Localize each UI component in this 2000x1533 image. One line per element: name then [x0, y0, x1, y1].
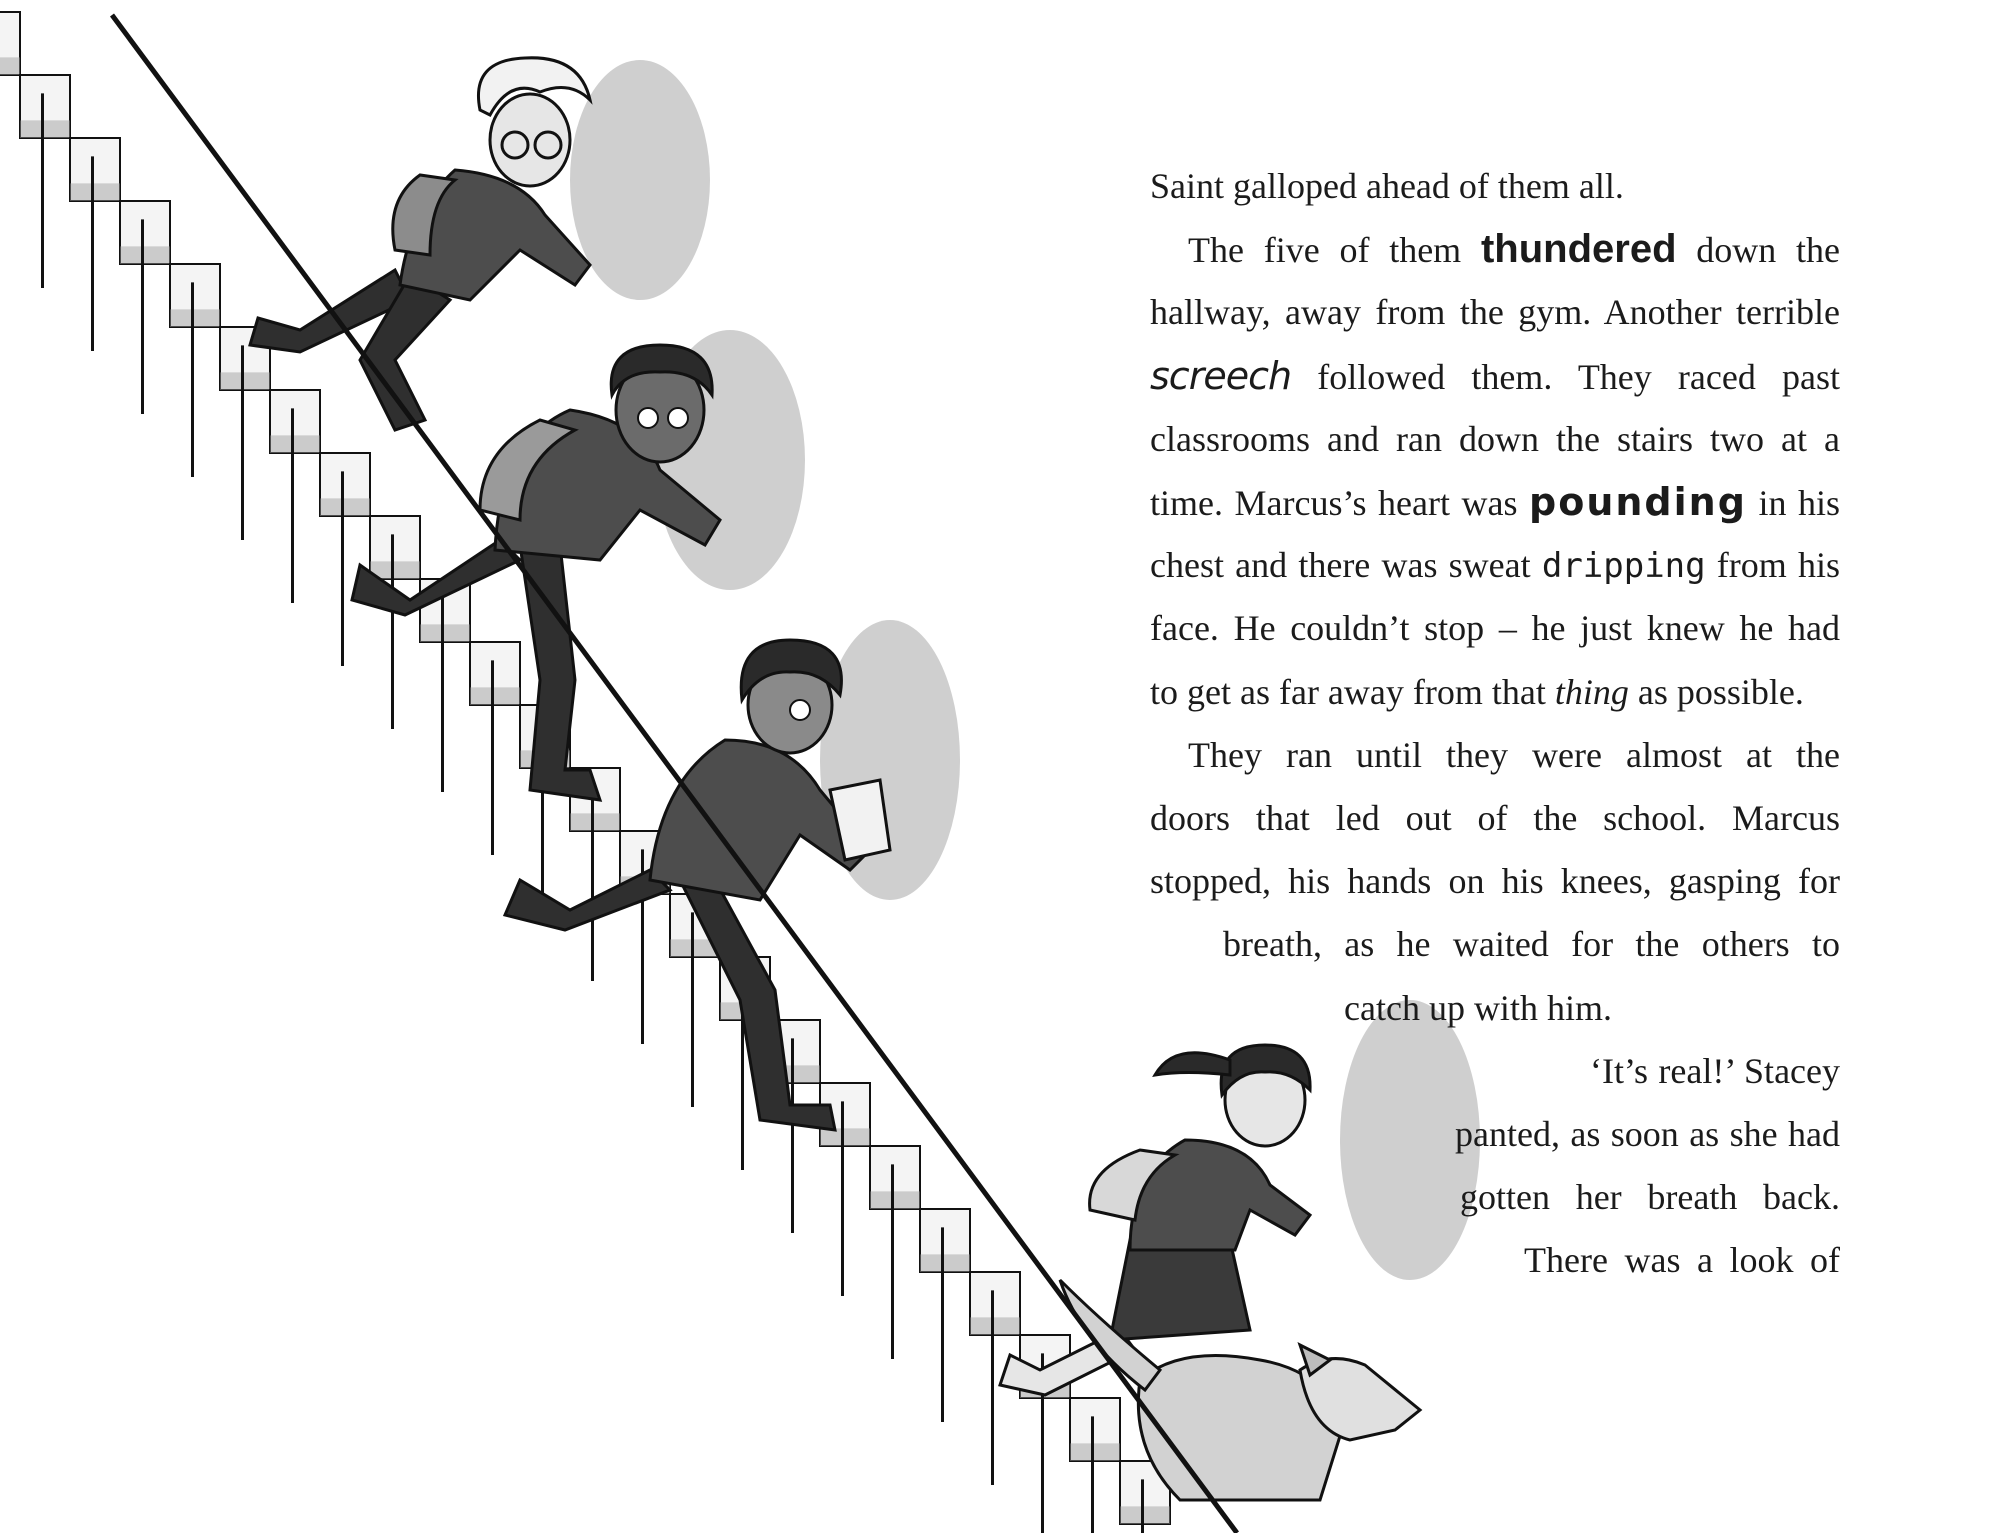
stair-step-shade	[820, 1128, 870, 1146]
story-text-run: breath, as he waited for the others to	[1223, 924, 1840, 965]
third-runner-eye	[790, 700, 810, 720]
story-line	[1460, 1175, 1840, 1219]
story-line	[1150, 164, 1624, 208]
story-line	[1223, 922, 1840, 966]
stair-step-shade	[220, 372, 270, 390]
story-text-run: to get as far away from that	[1150, 671, 1555, 712]
stair-step-shade	[870, 1191, 920, 1209]
story-text-run: They ran until they were almost at the	[1188, 734, 1840, 775]
story-text-run: down the	[1676, 230, 1840, 271]
story-text-run: from his	[1705, 545, 1840, 586]
dripping-sound-word: dripping	[1541, 546, 1706, 587]
story-line	[1150, 543, 1840, 588]
third-runner-leg-back	[505, 870, 670, 930]
story-line	[1188, 227, 1840, 272]
story-text-run: hallway, away from the gym. Another terrible	[1150, 292, 1840, 333]
stair-step-shade	[0, 57, 20, 75]
stair-step-shade	[470, 687, 520, 705]
story-text-run: face. He couldn’t stop – he just knew he had	[1150, 608, 1840, 649]
stair-step-shade	[120, 246, 170, 264]
story-line	[1150, 859, 1840, 903]
story-line	[1150, 417, 1840, 461]
stair-step-shade	[970, 1317, 1020, 1335]
story-text-run: stopped, his hands on his knees, gasping for	[1150, 861, 1840, 902]
story-text-run: gotten her breath back.	[1460, 1177, 1840, 1218]
stair-step-shade	[170, 309, 220, 327]
saint-figure	[250, 58, 590, 430]
story-text-run: as possible.	[1628, 671, 1804, 712]
marcus-eye-left	[638, 408, 658, 428]
stacey-skirt	[1110, 1240, 1250, 1340]
story-line	[1150, 670, 1804, 714]
story-text-run: Saint galloped ahead of them all.	[1150, 166, 1624, 206]
stacey-ponytail	[1155, 1053, 1230, 1075]
thing-emphasis: thing	[1554, 671, 1629, 712]
story-line	[1455, 1112, 1840, 1156]
marcus-eye-right	[668, 408, 688, 428]
story-line	[1344, 986, 1612, 1030]
story-line	[1590, 1049, 1840, 1093]
story-text-run: catch up with him.	[1344, 987, 1612, 1028]
stair-step-shade	[420, 624, 470, 642]
story-text-run: The five of them	[1188, 230, 1481, 271]
stair-step-shade	[320, 498, 370, 516]
story-text-run: followed them. They raced past	[1291, 356, 1840, 397]
stair-step-shade	[20, 120, 70, 138]
third-runner-leg-front	[680, 880, 835, 1130]
stair-step-shade	[1070, 1443, 1120, 1461]
story-line	[1150, 606, 1840, 650]
story-text-run: ‘It’s real!’ Stacey	[1590, 1050, 1840, 1091]
story-text-run: doors that led out of the school. Marcus	[1150, 798, 1840, 838]
screech-sound-word: screech	[1150, 353, 1292, 398]
story-line	[1188, 733, 1840, 777]
thundered-sound-word: thundered	[1480, 227, 1677, 272]
pounding-sound-word: pounding	[1529, 480, 1747, 524]
story-text-run: There was a look of	[1524, 1240, 1840, 1281]
story-text-run: in his	[1746, 483, 1840, 523]
stair-step-shade	[70, 183, 120, 201]
stair-step-shade	[920, 1254, 970, 1272]
stair-step-shade	[1120, 1506, 1170, 1524]
story-line	[1150, 290, 1840, 334]
stair-step-shade	[570, 813, 620, 831]
story-text-run: chest and there was sweat	[1150, 545, 1542, 586]
story-text-run: classrooms and ran down the stairs two at a	[1150, 418, 1840, 459]
story-line	[1524, 1238, 1840, 1282]
story-line	[1150, 354, 1840, 399]
story-line	[1150, 796, 1840, 840]
story-text-run: panted, as soon as she had	[1455, 1114, 1840, 1154]
story-text-run: time. Marcus’s heart was	[1150, 483, 1530, 523]
story-line	[1150, 480, 1840, 525]
stair-step-shade	[270, 435, 320, 453]
